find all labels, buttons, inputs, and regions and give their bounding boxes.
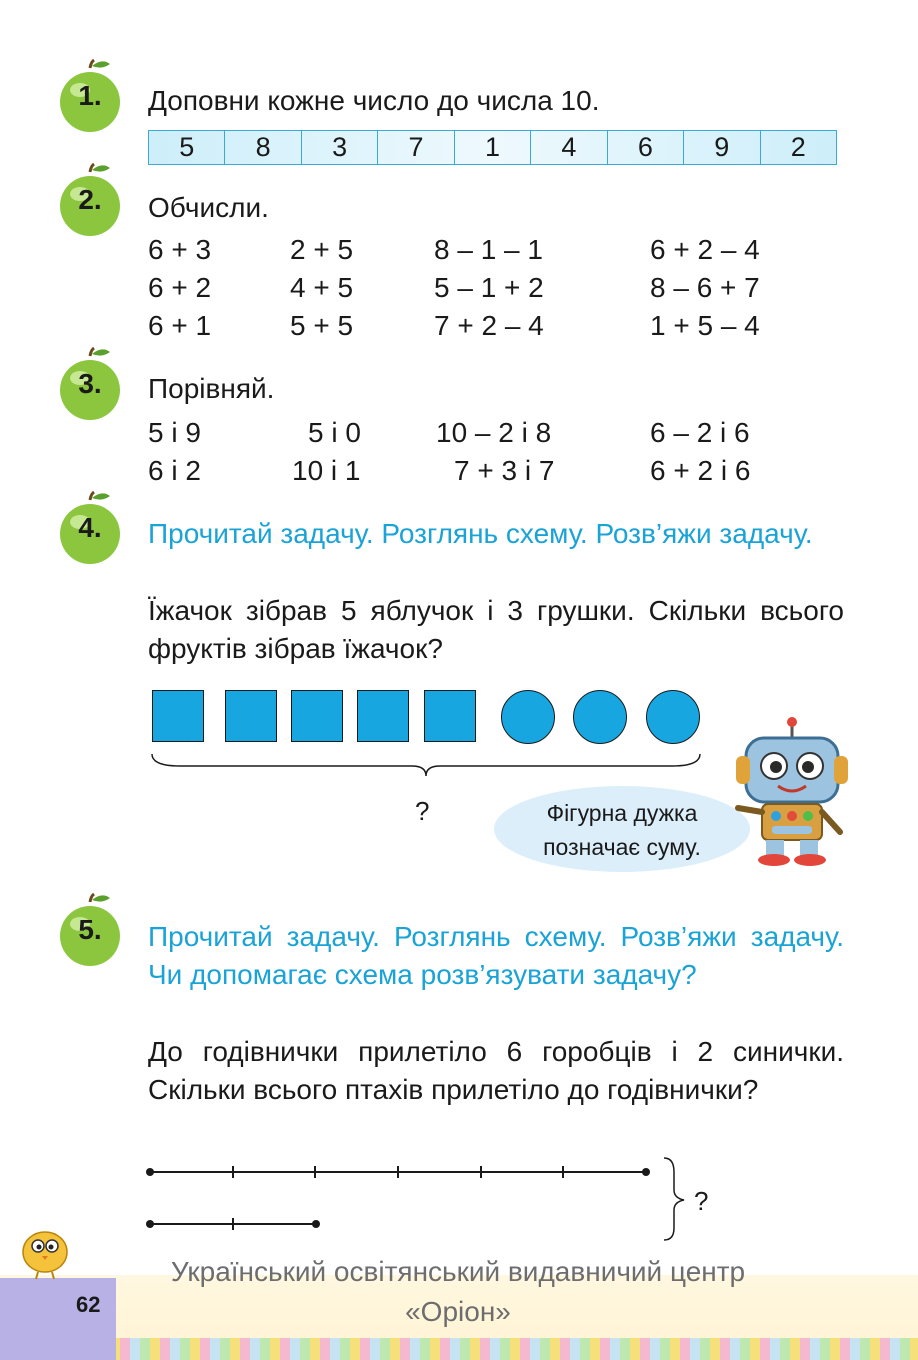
bubble-line-1: Фігурна дужка	[546, 800, 698, 826]
short-segment	[146, 1218, 320, 1230]
task-number: 3.	[78, 368, 102, 399]
footer-stripe	[0, 1338, 918, 1360]
task-3-title: Порівняй.	[148, 373, 275, 404]
task-4-question-mark: ?	[415, 796, 430, 826]
circle-shape	[646, 690, 700, 744]
expression: 4 + 5	[290, 272, 354, 303]
curly-brace-icon	[150, 752, 702, 778]
task-number: 4.	[78, 512, 102, 543]
square-shape	[357, 690, 409, 742]
expression: 5 + 5	[290, 310, 354, 341]
task-number: 5.	[78, 914, 102, 945]
expression: 5 – 1 + 2	[434, 272, 544, 303]
comparison: 5 і 0	[308, 417, 361, 448]
comparison: 7 + 3 і 7	[454, 455, 555, 486]
comparison: 6 – 2 і 6	[650, 417, 750, 448]
publisher-line-2: «Оріон»	[405, 1296, 511, 1327]
comparison: 10 і 1	[292, 455, 361, 486]
robot-icon	[728, 716, 862, 868]
task-4-apple-badge	[58, 490, 122, 566]
expression: 8 – 6 + 7	[650, 272, 760, 303]
number-cell: 9	[684, 131, 760, 164]
task-5-question-mark: ?	[694, 1186, 709, 1216]
number-cell: 7	[378, 131, 454, 164]
expression: 7 + 2 – 4	[434, 310, 544, 341]
task-number: 1.	[78, 80, 102, 111]
number-cell: 8	[225, 131, 301, 164]
expression: 6 + 2 – 4	[650, 234, 760, 265]
publisher-line-1: Український освітянський видавничий центр	[170, 1256, 746, 1287]
task-4-problem: Їжачок зібрав 5 яблучок і 3 грушки. Скільки всього фруктів зібрав їжачок?	[148, 595, 844, 664]
task-1-title: Доповни кожне число до числа 10.	[148, 85, 600, 116]
number-cell: 3	[302, 131, 378, 164]
number-cell: 2	[790, 132, 806, 162]
expression: 2 + 5	[290, 234, 354, 265]
square-shape	[152, 690, 204, 742]
task-5-instruction: Прочитай задачу. Розглянь схему. Розв’яжи задачу. Чи допомагає схема розв’язувати задачу?	[148, 921, 844, 990]
curly-brace-icon	[664, 1158, 684, 1240]
chick-mascot-icon	[12, 1224, 78, 1280]
long-segment	[146, 1166, 650, 1178]
number-cell: 6	[608, 131, 684, 164]
page-number-tab	[0, 1278, 116, 1360]
number-cell: 1	[455, 131, 531, 164]
square-shape	[225, 690, 277, 742]
publisher-name	[128, 1252, 788, 1332]
expression: 8 – 1 – 1	[434, 234, 543, 265]
bubble-line-2: позначає суму.	[543, 834, 701, 860]
square-shape	[424, 690, 476, 742]
square-shape	[291, 690, 343, 742]
comparison: 10 – 2 і 8	[436, 417, 552, 448]
task-1-number-table	[148, 130, 837, 165]
page-number: 62	[76, 1292, 101, 1317]
comparison: 6 + 2 і 6	[650, 455, 751, 486]
expression: 6 + 2	[148, 272, 212, 303]
expression: 1 + 5 – 4	[650, 310, 760, 341]
task-4-instruction: Прочитай задачу. Розглянь схему. Розв’яжи задачу.	[148, 518, 813, 549]
task-5-apple-badge	[58, 892, 122, 968]
expression: 6 + 3	[148, 234, 212, 265]
circle-shape	[573, 690, 627, 744]
segment-scheme	[140, 1150, 710, 1242]
task-2-title: Обчисли.	[148, 192, 269, 223]
circle-shape	[501, 690, 555, 744]
speech-bubble	[494, 786, 750, 872]
task-1-apple-badge	[58, 58, 122, 134]
expression: 6 + 1	[148, 310, 212, 341]
task-3-apple-badge	[58, 346, 122, 422]
task-5-problem: До годівнички прилетіло 6 горобців і 2 синички. Скільки всього птахів прилетіло до годівнички?	[148, 1036, 844, 1105]
task-2-apple-badge	[58, 162, 122, 238]
comparison: 5 і 9	[148, 417, 201, 448]
comparison: 6 і 2	[148, 455, 201, 486]
task-number: 2.	[78, 184, 102, 215]
number-cell: 4	[531, 131, 607, 164]
number-cell: 5	[149, 131, 225, 164]
